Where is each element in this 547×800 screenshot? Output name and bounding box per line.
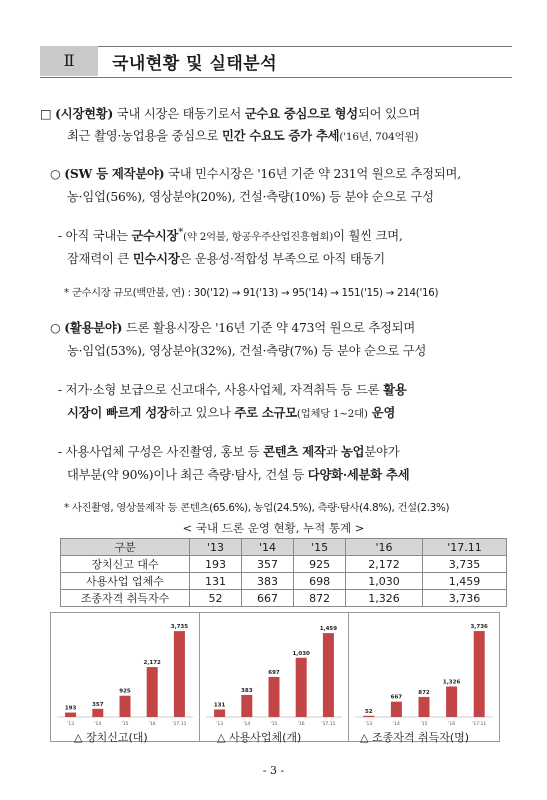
para1-line1: □ (시장현황) 국내 시장은 태동기로서 군수요 중심으로 형성되어 있으며 xyxy=(40,106,421,121)
square-bullet: □ xyxy=(40,107,52,121)
data-label: 3,736 xyxy=(470,624,488,631)
para3-line2: 잠재력이 큰 민수시장은 운용성·적합성 부족으로 아직 태동기 xyxy=(67,251,385,266)
para5-line2: 시장이 빠르게 성장하고 있으나 주로 소규모(업체당 1~2대) 운영 xyxy=(67,405,396,420)
table-cell: 925 xyxy=(294,556,346,573)
data-label: 383 xyxy=(241,687,253,694)
para6-line1: - 사용사업체 구성은 사진촬영, 홍보 등 콘텐츠 제작과 농업분야가 xyxy=(58,444,400,459)
tick-label: '17.11 xyxy=(172,722,187,727)
table-header-cell: '14 xyxy=(242,539,294,556)
table-cell: 1,030 xyxy=(346,573,423,590)
chart-caption: △ 조종자격 취득자(명) xyxy=(360,731,470,744)
para5-line1: - 저가·소형 보급으로 신고대수, 사용사업체, 자격취득 등 드론 활용 xyxy=(58,382,407,397)
data-label: 131 xyxy=(213,702,226,709)
chart-svg xyxy=(200,613,348,729)
tick-label: '16 xyxy=(297,722,305,727)
table-cell: 667 xyxy=(242,590,294,607)
chart-pilot-certifications xyxy=(348,612,500,742)
bar xyxy=(296,658,307,717)
chart-svg xyxy=(349,613,499,729)
para6-line2: 대부분(약 90%)이나 최근 측량·탐사, 건설 등 다양화·세분화 추세 xyxy=(67,467,410,482)
table-cell: 383 xyxy=(242,573,294,590)
chart-caption: △ 장치신고(대) xyxy=(74,731,148,744)
tick-label: '14 xyxy=(392,722,400,727)
business-composition-note: * 사진촬영, 영상물제작 등 콘텐츠(65.6%), 농업(24.5%), 측량·탐사(4.8%), 건설(2.3%) xyxy=(64,502,450,514)
row-label: 조종자격 취득자수 xyxy=(61,590,190,607)
para2-line1: ○ (SW 등 제작분야) 국내 민수시장은 '16년 기준 약 231억 원으로 추정되며, xyxy=(50,166,461,181)
table-cell: 2,172 xyxy=(346,556,423,573)
table-header-row xyxy=(61,539,507,556)
data-label: 52 xyxy=(364,708,373,715)
table-cell: 131 xyxy=(190,573,242,590)
tick-label: '13 xyxy=(67,722,75,727)
table-row xyxy=(61,590,507,607)
table-header-cell: '16 xyxy=(346,539,423,556)
chart-device-registrations xyxy=(50,612,200,742)
para1-line2: 최근 촬영·농업용을 중심으로 민간 수요도 증가 추세('16년, 704억원) xyxy=(67,128,419,143)
dash-bullet: - xyxy=(58,229,62,244)
table-cell: 193 xyxy=(190,556,242,573)
drone-stats-table xyxy=(60,538,507,607)
table-cell: 1,459 xyxy=(422,573,506,590)
table-cell: 3,735 xyxy=(422,556,506,573)
bar xyxy=(323,633,334,717)
tick-label: '17.11 xyxy=(321,722,336,727)
tick-label: '15 xyxy=(121,722,129,727)
para4-line2: 농·임업(53%), 영상분야(32%), 건설·측량(7%) 등 분야 순으로 구성 xyxy=(67,344,427,358)
table-cell: 357 xyxy=(242,556,294,573)
para2-line2: 농·임업(56%), 영상분야(20%), 건설·측량(10%) 등 분야 순으로 구성 xyxy=(67,190,434,204)
bar xyxy=(241,695,252,717)
bar xyxy=(363,716,374,717)
table-cell: 698 xyxy=(294,573,346,590)
row-label: 사용사업 업체수 xyxy=(61,573,190,590)
table-cell: 52 xyxy=(190,590,242,607)
table-title: < 국내 드론 운영 현황, 누적 통계 > xyxy=(182,521,365,535)
table-row xyxy=(61,573,507,590)
bar xyxy=(65,713,76,717)
tick-label: '17.11 xyxy=(472,722,487,727)
data-label: 357 xyxy=(92,701,104,708)
tick-label: '13 xyxy=(365,722,373,727)
tick-label: '16 xyxy=(448,722,456,727)
table-cell: 3,736 xyxy=(422,590,506,607)
tick-label: '15 xyxy=(420,722,428,727)
data-label: 925 xyxy=(119,688,131,695)
bar xyxy=(214,709,225,717)
dash-bullet: - xyxy=(58,383,62,397)
bar xyxy=(446,687,457,717)
bar xyxy=(269,677,280,717)
data-label: 1,326 xyxy=(442,679,461,686)
section-title: 국내현황 및 실태분석 xyxy=(112,54,278,74)
market-size-note: * 군수시장 규모(백만불, 연) : 30('12) → 91('13) → 95('14) → 151('15) → 214('16) xyxy=(64,287,439,299)
bar xyxy=(474,631,485,717)
bar xyxy=(120,696,131,717)
data-label: 193 xyxy=(64,705,77,712)
tick-label: '16 xyxy=(148,722,156,727)
chart-svg xyxy=(51,613,199,729)
para3-line1: - 아직 국내는 군수시장*(약 2억불, 항공우주산업진흥협회)이 훨씬 크며, xyxy=(58,226,403,244)
bar xyxy=(419,697,430,717)
data-label: 872 xyxy=(418,689,430,696)
section-number: Ⅱ xyxy=(40,46,98,76)
table-header-cell: 구분 xyxy=(61,539,190,556)
bar xyxy=(147,667,158,717)
data-label: 2,172 xyxy=(143,660,161,667)
data-label: 1,459 xyxy=(319,626,338,633)
table-header-cell: '17.11 xyxy=(422,539,506,556)
bar xyxy=(92,709,103,717)
circle-bullet: ○ xyxy=(50,167,61,181)
table-header-cell: '13 xyxy=(190,539,242,556)
data-label: 697 xyxy=(268,669,280,676)
chart-caption: △ 사용사업체(개) xyxy=(217,731,302,744)
circle-bullet: ○ xyxy=(50,321,61,335)
dash-bullet: - xyxy=(58,445,62,459)
data-label: 667 xyxy=(390,694,403,701)
table-cell: 1,326 xyxy=(346,590,423,607)
row-label: 장치신고 대수 xyxy=(61,556,190,573)
chart-business-operators xyxy=(199,612,349,742)
bar xyxy=(391,702,402,717)
tick-label: '15 xyxy=(270,722,278,727)
tick-label: '13 xyxy=(216,722,224,727)
data-label: 3,735 xyxy=(170,624,189,631)
bar xyxy=(174,631,185,717)
page-number: - 3 - xyxy=(262,764,285,777)
data-label: 1,030 xyxy=(292,650,310,657)
table-cell: 872 xyxy=(294,590,346,607)
para4-line1: ○ (활용분야) 드론 활용시장은 '16년 기준 약 473억 원으로 추정되며 xyxy=(50,320,416,335)
table-header-cell: '15 xyxy=(294,539,346,556)
table-row xyxy=(61,556,507,573)
tick-label: '14 xyxy=(94,722,102,727)
tick-label: '14 xyxy=(243,722,251,727)
